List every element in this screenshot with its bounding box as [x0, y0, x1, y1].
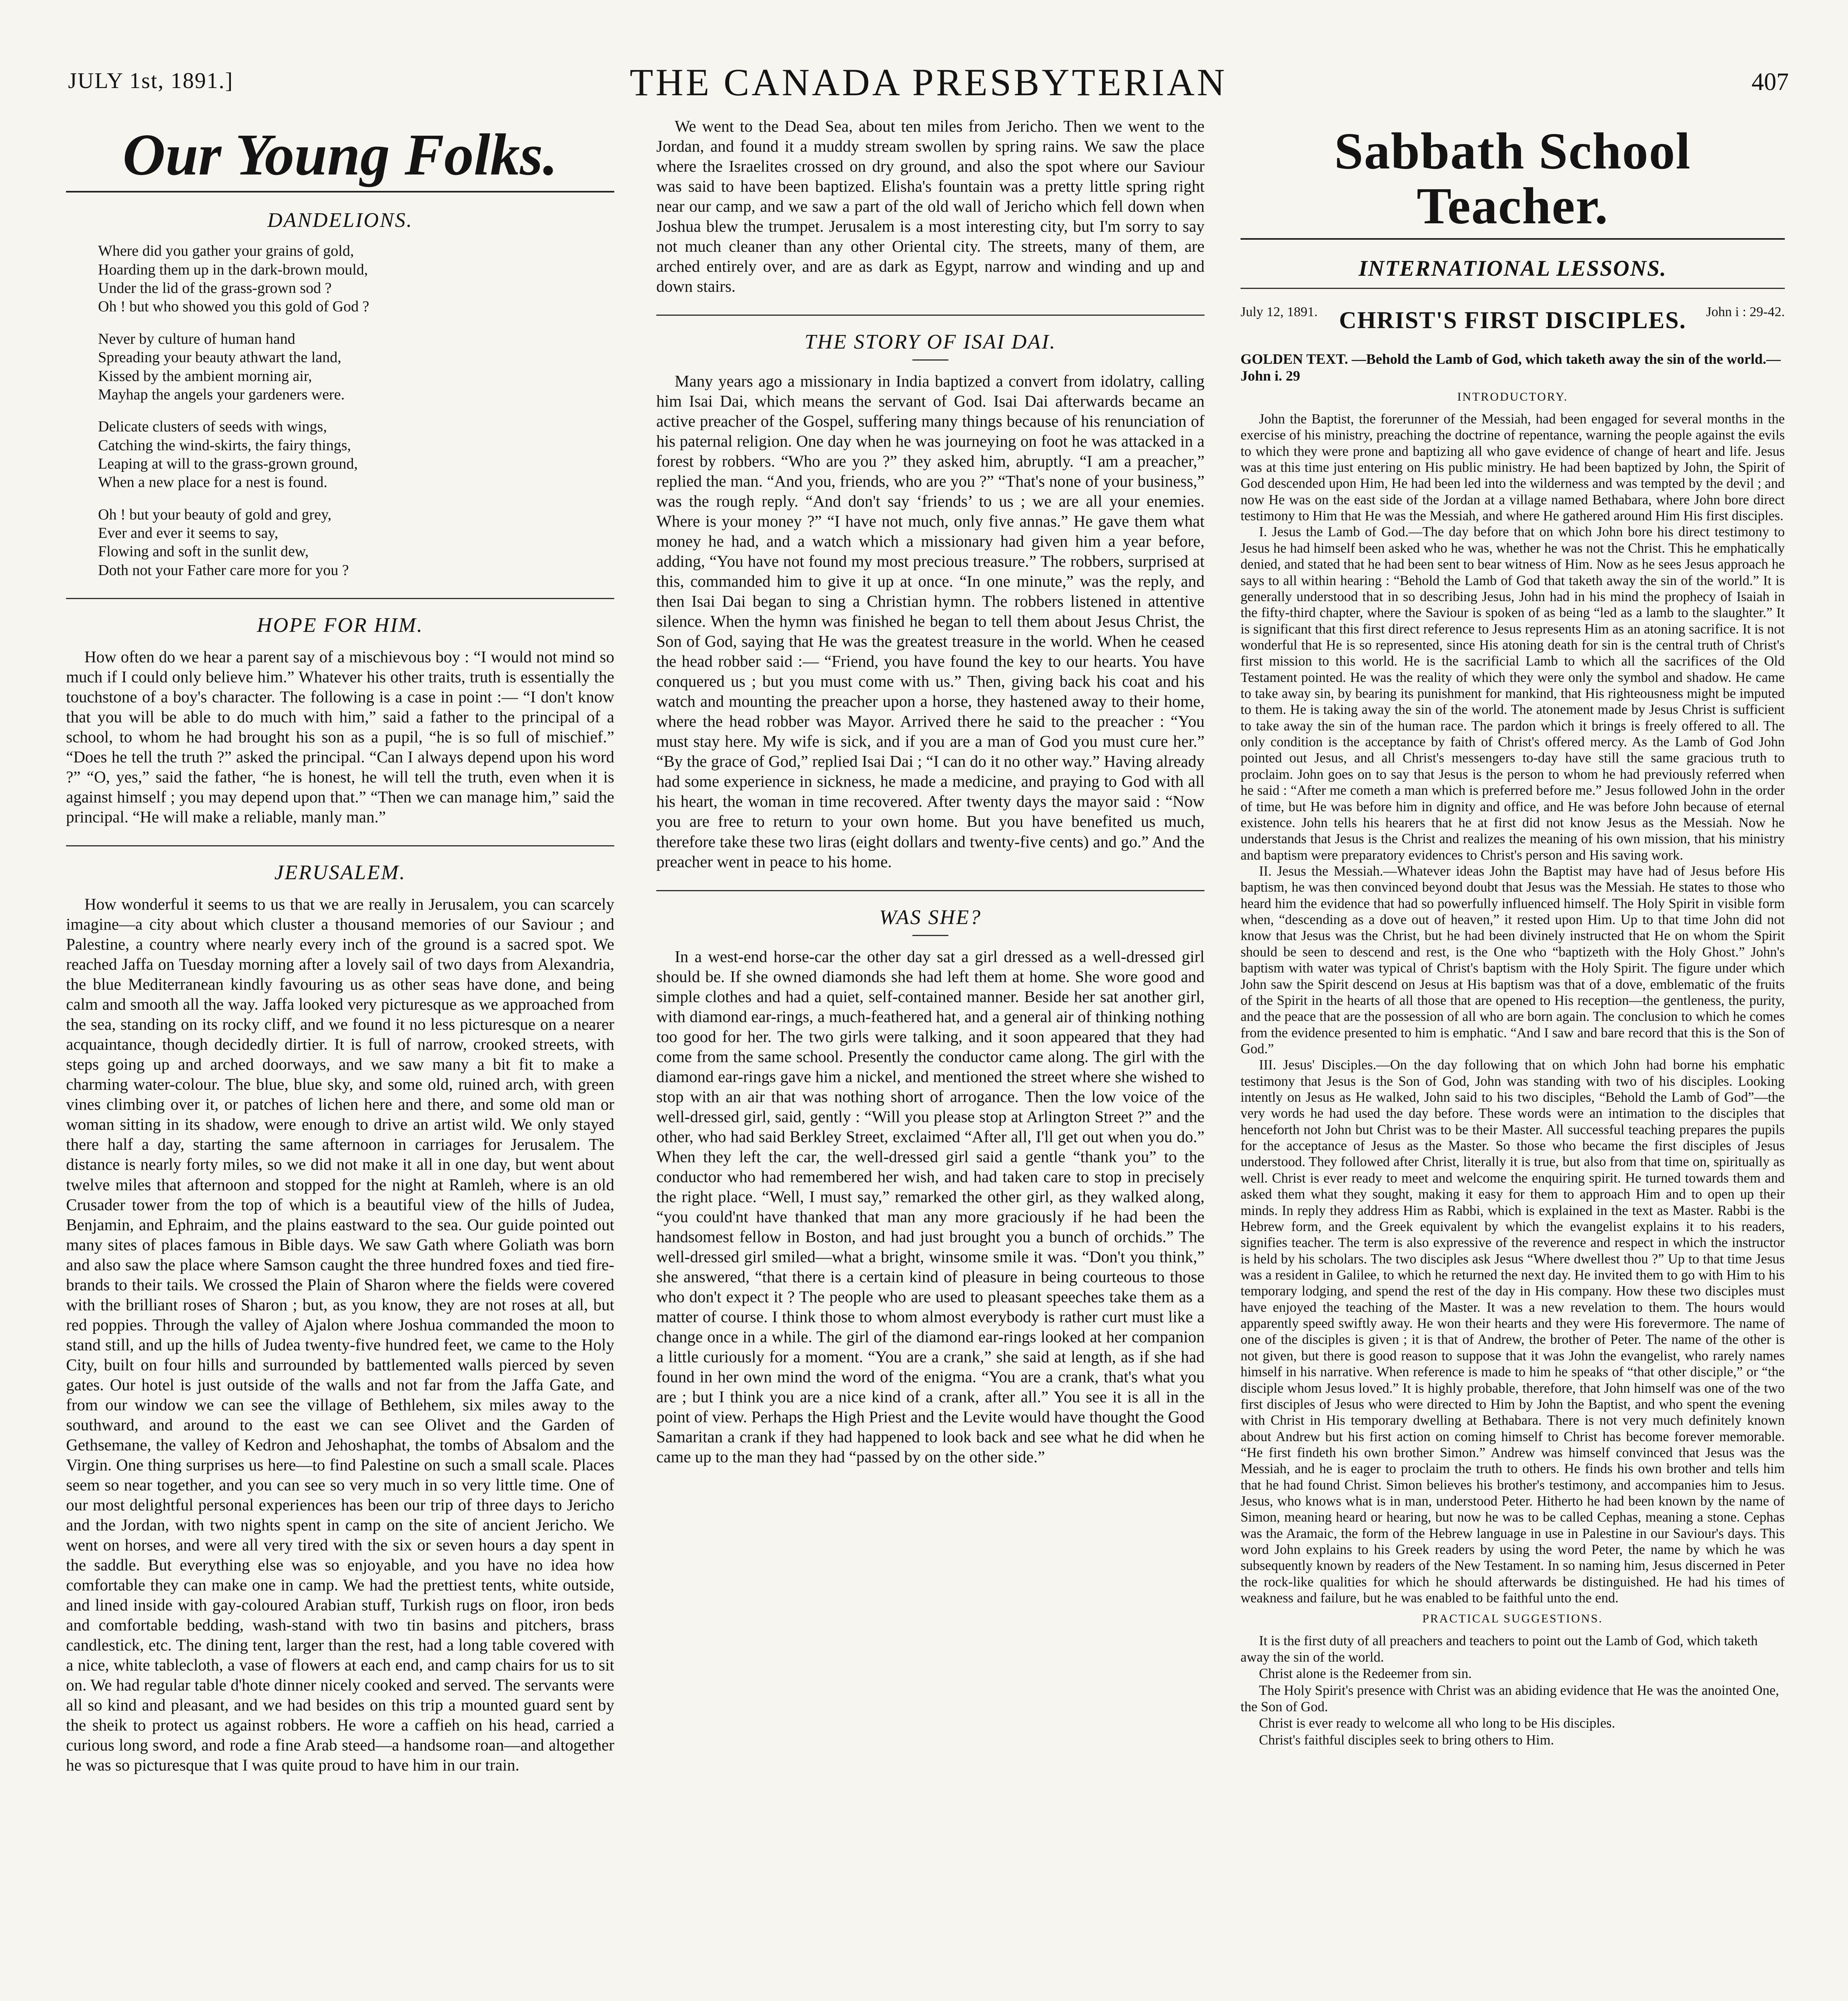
lesson-title: CHRIST'S FIRST DISCIPLES. [1339, 307, 1686, 333]
practical-suggestion: The Holy Spirit's presence with Christ was an abiding evidence that He was the anointed One, the Son of God. [1241, 1682, 1779, 1715]
poem-stanza [98, 505, 614, 579]
practical-suggestion: Christ is ever ready to welcome all who long to be His disciples. [1259, 1716, 1615, 1731]
section-banner-sabbath-school: Sabbath School Teacher. [1241, 116, 1785, 240]
poem-line: When a new place for a nest is found. [98, 474, 327, 491]
section-subhead: INTERNATIONAL LESSONS. [1241, 256, 1785, 289]
poem-line: Never by culture of human hand [98, 330, 295, 347]
column-young-folks [66, 116, 614, 1775]
subheading: PRACTICAL SUGGESTIONS. [1422, 1612, 1603, 1625]
article-title: HOPE FOR HIM. [66, 598, 614, 637]
poem-line: Delicate clusters of seeds with wings, [98, 418, 327, 435]
lesson-point-3: III. Jesus' Disciples.—On the day following that on which John had borne his emphatic testimony that Jesus is the Son of God, John was standing with two of his disciples. Looking intently on Jesus as He walked, John said to his two disciples, “Behold the Lamb of God”—the very words he had used the day before. These words were an intimation to the disciples that henceforth not John but Christ was to be their Master. All successful teaching prepares the pupils for the acceptance of Jesus as the Master. So those who became the first disciples of Jesus understood. They followed after Christ, literally it is true, but also from that time on, spiritually as well. Christ is ever ready to meet and welcome the enquiring spirit. He turned towards them and asked them what they sought, making it easy for them to approach Him and to open up their minds. In reply they address Him as Rabbi, which is explained in the text as Master. Rabbi is the Hebrew form, and the Greek equivalent by which the evangelist explains it to his readers, signifies teacher. The term is also expressive of the reverence and respect in which the instructor is held by his scholars. The two disciples ask Jesus “Where dwellest thou ?” Up to that time Jesus was a resident in Galilee, to which he returned the next day. He invited them to go with Him to his temporary lodging, and spend the rest of the day in His company. How these two disciples must have enjoyed the teaching of the Master. It was a new revelation to them. The hours would apparently speed swiftly away. He won their hearts and they were His forevermore. The name of one of the disciples is given ; it is that of Andrew, the brother of Peter. The name of the other is not given, but there is good reason to suppose that it was John the evangelist, who rarely names himself in his narrative. When reference is made to him he speaks of “that other disciple,” or “the disciple whom Jesus loved.” It is highly probable, therefore, that John himself was one of the two first disciples of Jesus who were directed to Him by John the Baptist, and who spent the evening with Christ in His temporary dwelling at Bethabara. There is not very much definitely known about Andrew but his first action on coming himself to Christ has become forever memorable. “He first findeth his own brother Simon.” Andrew was himself convinced that Jesus was the Messiah, and he is eager to proclaim the truth to others. He finds his own brother and tells him that he had found Christ. Simon believes his brother's testimony, and accompanies him to Jesus. Jesus, who knows what is in man, understood Peter. Hitherto he had been known by the name of Simon, meaning heard or hearing, but now he was to be called Cephas, meaning a stone. Cephas was the Aramaic, the form of the Hebrew language in use in Palestine in our Saviour's days. This word John explains to his Greek readers by using the word Peter, the name by which he was subsequently known by readers of the New Testament. In so naming him, Jesus discerned in Peter the rock-like qualities for which he should afterwards be distinguished. He had his times of weakness and failure, but he was enabled to be faithful unto the end. [1241, 1057, 1785, 1606]
column-middle [656, 116, 1205, 1467]
article-title: WAS SHE? [656, 890, 1205, 929]
section-banner-young-folks: Our Young Folks. [66, 116, 614, 192]
poem-line: Under the lid of the grass-grown sod ? [98, 280, 332, 297]
issue-date: JULY 1st, 1891.] [68, 68, 234, 93]
practical-suggestion: It is the first duty of all preachers and teachers to point out the Lamb of God, which taketh away the sin of the world. [1241, 1633, 1758, 1665]
poem-stanza [98, 242, 614, 316]
poem-line: Where did you gather your grains of gold, [98, 243, 354, 260]
poem-stanza [98, 330, 614, 404]
poem-line: Hoarding them up in the dark-brown mould, [98, 261, 368, 278]
poem-line: Catching the wind-skirts, the fairy things, [98, 437, 351, 454]
poem-line: Spreading your beauty athwart the land, [98, 349, 341, 366]
golden-text-verse: —Behold the Lamb of God, which taketh away the sin of the world.—John i. 29 [1241, 351, 1781, 384]
article-body-jerusalem-continued: We went to the Dead Sea, about ten miles from Jericho. Then we went to the Jordan, and found it a muddy stream swollen by spring rains. We saw the place where the Israelites crossed on dry ground, and also the spot where our Saviour was said to have been baptized. Elisha's fountain was a pretty little spring right near our camp, and we saw a part of the old wall of Jericho which fell down when Joshua blew the trumpet. Jerusalem is a most interesting city, but I'm sorry to say not much cleaner than any other Oriental city. The streets, many of them, are arched entirely over, and are as dark as Egypt, narrow and winding and up and down stairs. [656, 117, 1205, 296]
poem-line: Oh ! but your beauty of gold and grey, [98, 506, 332, 523]
article-body-hope: How often do we hear a parent say of a mischievous boy : “I would not mind so much if I could only believe him.” Whatever his other traits, truth is essentially the touchstone of a boy's character. The following is a case in point :— “I don't know that you will be able to do much with him,” said a father to the principal of a school, to whom he had brought his son as a pupil, “he is so full of mischief.” “Does he tell the truth ?” asked the principal. “Can I always depend upon his word ?” “O, yes,” said the father, “he is honest, he will tell the truth, even when it is against himself ; you may depend upon that.” “Then we can manage him,” said the principal. “He will make a reliable, manly man.” [66, 648, 614, 826]
poem-line: Ever and ever it seems to say, [98, 525, 279, 542]
divider [912, 935, 948, 936]
poem-dandelions [66, 242, 614, 579]
golden-text [1241, 351, 1785, 385]
poem-line: Oh ! but who showed you this gold of God ? [98, 298, 369, 315]
column-sabbath-school [1241, 116, 1785, 1748]
poem-line: Kissed by the ambient morning air, [98, 367, 312, 385]
poem-line: Mayhap the angels your gardeners were. [98, 386, 345, 403]
divider [912, 359, 948, 361]
running-head [68, 60, 1789, 104]
poem-line: Flowing and soft in the sunlit dew, [98, 543, 309, 560]
poem-line: Doth not your Father care more for you ? [98, 561, 349, 579]
article-body-isai-dai: Many years ago a missionary in India baptized a convert from idolatry, calling him Isai Dai, which means the servant of God. Isai Dai afterwards became an active preacher of the Gospel, suffering many things because of his renunciation of his paternal religion. One day when he was journeying on foot he was attacked in a forest by robbers. “Who are you ?” they asked him, abruptly. “I am a preacher,” replied the man. “And you, friends, who are you ?” “That's none of your business,” was the rough reply. “And don't say ‘friends’ to us ; we are all your enemies. Where is your money ?” “I have not much, only five annas.” He gave them what money he had, and a watch which a missionary had given him a year before, adding, “You have not found my most precious treasure.” The robbers, surprised at this, commanded him to give it up at once. “In one minute,” was the reply, and then Isai Dai began to sing a Christian hymn. The robbers listened in attentive silence. When the hymn was finished he began to tell them about Jesus Christ, the Son of God, saying that He was the greatest treasure in the world. When he ceased the head robber said :— “Friend, you have found the key to our hearts. You have conquered us ; but you must come with us.” Then, giving back his coat and his watch and mounting the preacher upon a horse, they hastened away to their home, where the head robber was Mayor. Arrived there he said to the preacher : “You must stay here. My wife is sick, and if you are a man of God you must cure her.” “By the grace of God,” replied Isai Dai ; “I can do it no other way.” Having already had some experience in sickness, he made a medicine, and praying to God with all his heart, the woman in time recovered. After twenty days the mayor said : “Now you are free to return to your own home. But you have benefited us much, therefore take these two liras (eight dollars and twenty-five cents) and go.” And the preacher went in peace to his home. [656, 372, 1205, 871]
article-body-jerusalem: How wonderful it seems to us that we are really in Jerusalem, you can scarcely imagine—a city about which cluster a thousand memories of our Saviour ; and Palestine, a country where nearly every inch of the ground is a sacred spot. We reached Jaffa on Tuesday morning after a lovely sail of two days from Alexandria, the blue Mediterranean kindly favouring us as other seas have done, and being calm and smooth all the way. Jaffa looked very picturesque as we approached from the sea, standing on its rocky cliff, and we found it no less picturesque on a nearer acquaintance, though decidedly dirtier. It is full of narrow, crooked streets, with steps going up and arched doorways, and we saw many a bit fit to make a charming water-colour. The blue, blue sky, and some old, ruined arch, with green vines climbing over it, or patches of lichen here and there, and some old man or woman sitting in its shadow, were enough to drive an artist wild. We only stayed there half a day, starting the same afternoon in carriages for Jerusalem. The distance is nearly forty miles, so we did not make it all in one day, but went about twelve miles that afternoon and stopped for the night at Ramleh, where is an old Crusader tower from the top of which is a beautiful view of the hills of Judea, Benjamin, and Ephraim, and the plains eastward to the sea. Our guide pointed out many sites of places famous in Bible days. We saw Gath where Goliath was born and also saw the place where Samson caught the three hundred foxes and tied fire-brands to their tails. We crossed the Plain of Sharon where the fields were covered with the brilliant roses of Sharon ; but, as you know, they are not roses at all, but red poppies. Through the valley of Ajalon where Joshua commanded the moon to stand still, and up the hills of Judea twenty-five hundred feet, we came to the Holy City, built on four hills and surrounded by battlemented walls pierced by seven gates. Our hotel is just outside of the walls and not far from the Jaffa Gate, and from our window we can see the village of Bethlehem, six miles away to the southward, and around to the east we can see Olivet and the Garden of Gethsemane, the valley of Kedron and Jehoshaphat, the tombs of Absalom and the Virgin. One thing surprises us here—to find Palestine on such a small scale. Places seem so near together, and you can see so very much in so very little time. One of our most delightful personal experiences has been our trip of three days to Jericho and the Jordan, with two nights spent in camp on the site of ancient Jericho. We went on horses, and were all very tired with the six or seven hours a day spent in the saddle. But everything else was so enjoyable, and you have no idea how comfortable they can make one in camp. We had the prettiest tents, white outside, and lined inside with gay-coloured Arabian stuff, Turkish rugs on floor, iron beds and comfortable bedding, wash-stand with two tin basins and pitchers, brass candlestick, etc. The dining tent, larger than the rest, had a long table covered with a nice, white tablecloth, a vase of flowers at each end, and camp chairs for us to sit on. We had regular table d'hote dinner nicely cooked and served. The servants were all so kind and pleasant, and we had besides on this trip a mounted guard sent by the sheik to protect us against robbers. He wore a caffieh on his head, carried a curious long sword, and rode a fine Arab steed—a handsome roan—and altogether he was so picturesque that I was quite proud to have him in our train. [66, 895, 614, 1774]
article-title: JERUSALEM. [66, 845, 614, 884]
practical-suggestion: Christ's faithful disciples seek to bring others to Him. [1259, 1732, 1554, 1748]
lesson-point-2: II. Jesus the Messiah.—Whatever ideas John the Baptist may have had of Jesus before His baptism, he was then convinced beyond doubt that Jesus was the Messiah. He states to those who heard him the evidence that had so powerfully influenced himself. The Holy Spirit in visible form when, “descending as a dove out of heaven,” it rested upon Him. Up to that time John did not know that Jesus was the Christ, but he had been divinely instructed that He on whom the Spirit should be seen to descend and rest, is the One who “baptizeth with the Holy Ghost.” John's baptism with water was typical of Christ's baptism with the Holy Spirit. The figure under which John saw the Spirit descend on Jesus at His baptism was that of a dove, emblematic of the fruits of the Spirit in the hearts of all those that are opened to His reception—the gentleness, the purity, and the peace that are the possession of all who are born again. The conclusion to which he comes from the evidence presented to him is emphatic. “And I saw and bare record that this is the Son of God.” [1241, 864, 1785, 1057]
newspaper-title: THE CANADA PRESBYTERIAN [629, 61, 1227, 104]
lesson-date: July 12, 1891. [1241, 305, 1318, 319]
poem-stanza [98, 417, 614, 491]
lesson-introduction: John the Baptist, the forerunner of the Messiah, had been engaged for several months in the exercise of his ministry, preaching the doctrine of repentance, warning the people against the evils to which they were prone and baptizing all who gave evidence of change of heart and life. Jesus was at this time just entering on His public ministry. He had been baptized by John, the Spirit of God descended upon Him, He had been led into the wilderness and was tempted by the devil ; and now He was on the east side of the Jordan at a village named Bethabara, where John bore direct testimony to Him that He was the Messiah, and where He gathered around Him His first disciples. [1241, 411, 1785, 524]
lesson-point-1: I. Jesus the Lamb of God.—The day before that on which John bore his direct testimony to Jesus he had himself been asked who he was, whether he was not the Christ. This he emphatically denied, and stated that he had been sent to bear witness of Him. Now as he sees Jesus approach he says to all within hearing : “Behold the Lamb of God that taketh away the sin of the world.” It is generally understood that in so describing Jesus, John had in his mind the prophecy of Isaiah in the fifty-third chapter, where the Saviour is spoken of as being “led as a lamb to the slaughter.” It is significant that this first direct reference to Jesus represents Him as an atoning sacrifice. It is not wonderful that He is so represented, since His atoning death for sin is the central truth of Christ's first mission to this world. He is the sacrificial Lamb to which all the sacrifices of the Old Testament pointed. He was the reality of which they were only the symbol and shadow. He came to take away sin, by bearing its punishment for mankind, that His righteousness might be imputed to them. He is taking away the sin of the world. The atonement made by Jesus Christ is sufficient to take away the sin of the human race. The pardon which it brings is freely offered to all. The only condition is the acceptance by faith of Christ's offered mercy. As the Lamb of God John pointed out Jesus, and all Christ's messengers to-day have still the same gracious truth to proclaim. John goes on to say that Jesus is the person to whom he had previously referred when he said : “After me cometh a man which is preferred before me.” Jesus followed John in the order of time, but He was before him in dignity and office, and He was before John because of eternal existence. John tells his hearers that he at first did not know Jesus as the Messiah. Now he understands that Jesus is the Christ and realizes the meaning of his own mission, that his ministry and baptism were preparatory evidences to Christ's person and His saving work. [1241, 524, 1785, 863]
lesson-reference: John i : 29-42. [1706, 305, 1785, 319]
golden-text-label: GOLDEN TEXT. [1241, 351, 1348, 367]
practical-suggestion: Christ alone is the Redeemer from sin. [1259, 1666, 1472, 1682]
subheading: INTRODUCTORY. [1457, 390, 1568, 403]
lesson-header [1241, 301, 1785, 345]
article-title: THE STORY OF ISAI DAI. [656, 315, 1205, 354]
page-number: 407 [1752, 68, 1789, 96]
poem-title: DANDELIONS. [267, 209, 413, 232]
article-body-was-she: In a west-end horse-car the other day sat a girl dressed as a well-dressed girl should be. If she owned diamonds she had left them at home. She wore good and simple clothes and had a quiet, self-contained manner. Beside her sat another girl, with diamond ear-rings, a much-feathered hat, and a general air of thinking nothing too good for her. The two girls were talking, and it soon appeared that they had come from the same school. Presently the conductor came along. The girl with the diamond ear-rings gave him a nickel, and mentioned the street where she wished to stop with an air that was nothing short of arrogance. Then the low voice of the well-dressed girl, said, gently : “Will you please stop at Arlington Street ?” and the other, who had said Berkley Street, exclaimed “After all, I'll get out when you do.” When they left the car, the well-dressed girl said a gentle “thank you” to the conductor who had remembered her wish, and had taken care to stop in precisely the right place. “Well, I must say,” remarked the other girl, as they walked along, “you could'nt have thanked that man any more graciously if he had been the handsomest fellow in Boston, and had just brought you a bunch of orchids.” The well-dressed girl smiled—what a bright, winsome smile it was. “Don't you think,” she answered, “that there is a certain kind of pleasure in being courteous to those who don't expect it ? The people who are used to pleasant speeches take them as a matter of course. I think those to whom almost everybody is rather curt must like a change once in a while. The girl of the diamond ear-rings looked at her companion a little curiously for a moment. “You are a crank,” she said at length, as if she had found in her own mind the word of the enigma. “You are a crank, that's what you are ; but I think you are a nice kind of a crank, after all.” You see it is all in the point of view. Perhaps the High Priest and the Levite would have thought the Good Samaritan a crank if they had happened to look back and see what he did when he came up to the man they had “passed by on the other side.” [656, 947, 1205, 1466]
poem-line: Leaping at will to the grass-grown ground, [98, 455, 358, 472]
